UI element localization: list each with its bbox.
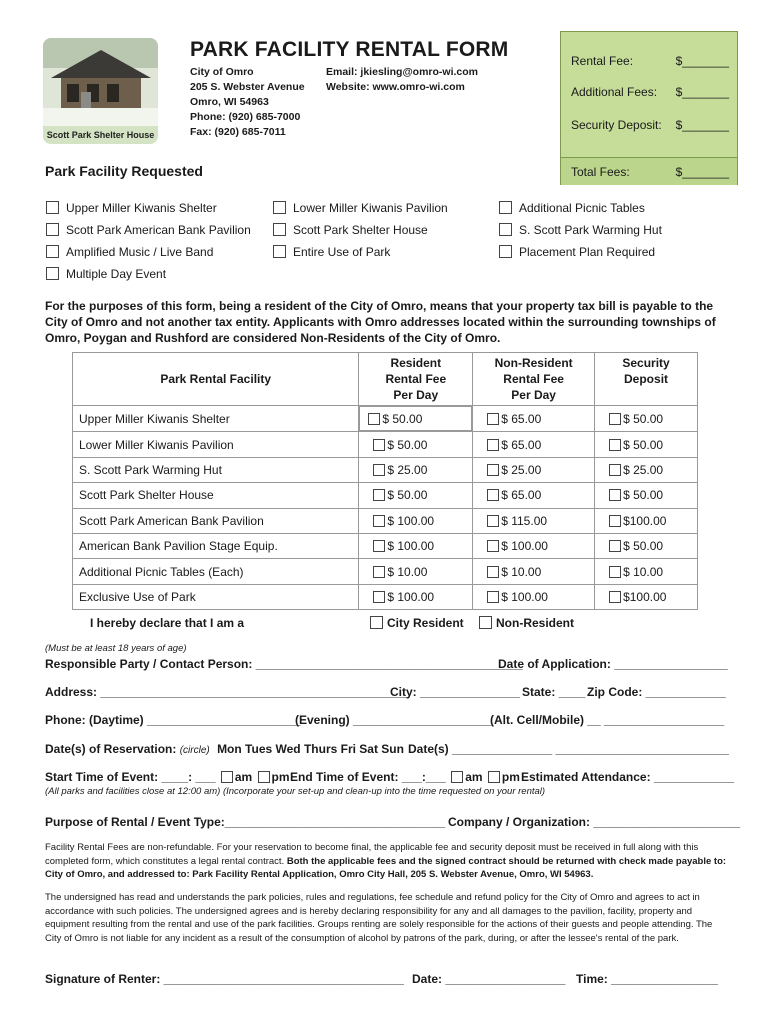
option-label: Entire Use of Park — [293, 245, 391, 259]
phone-daytime-field[interactable]: Phone: (Daytime) _______________________ — [45, 713, 301, 727]
table-row — [73, 508, 698, 533]
rental-fee-label: Rental Fee: — [571, 54, 634, 68]
resident-fee: $ 100.00 — [387, 589, 435, 604]
start-pm-checkbox[interactable] — [258, 771, 270, 783]
resident-fee-checkbox[interactable] — [373, 489, 385, 501]
checkbox-placement-plan[interactable] — [499, 245, 512, 258]
address-line: Fax: (920) 685-7011 — [190, 126, 286, 138]
resident-fee-checkbox[interactable] — [373, 566, 385, 578]
nonresident-fee-checkbox[interactable] — [487, 540, 499, 552]
end-time-field[interactable]: End Time of Event: ___:___ — [290, 770, 446, 784]
nonresident-fee-cell[interactable] — [473, 508, 595, 533]
nonresident-fee: $ 100.00 — [501, 539, 548, 554]
deposit-fee: $ 25.00 — [623, 462, 664, 477]
option-label: Scott Park American Bank Pavilion — [66, 223, 251, 237]
resident-fee-cell[interactable] — [359, 508, 473, 533]
resident-fee: $ 50.00 — [387, 488, 428, 503]
resident-fee-cell[interactable] — [359, 406, 472, 431]
am-label: am — [465, 770, 483, 784]
deposit-cell[interactable] — [595, 432, 698, 457]
deposit-cell[interactable] — [595, 508, 698, 533]
non-resident-label: Non-Resident — [496, 616, 574, 630]
checkbox-picnic-tables[interactable] — [499, 201, 512, 214]
facility-name: Scott Park American Bank Pavilion — [73, 508, 359, 533]
deposit-checkbox[interactable] — [609, 566, 621, 578]
fees-terms-bold: Both the applicable fees and the signed contract should be returned with check made payable to: City of Omro, and addressed to: Park Facility Rental Application, Omro City Hall, 205 S. Webster Avenue, Omro, WI 54963. — [45, 855, 727, 880]
shelter-house-photo — [43, 38, 158, 144]
rates-table — [72, 352, 698, 610]
nonresident-fee-checkbox[interactable] — [487, 489, 499, 501]
facility-name: Upper Miller Kiwanis Shelter — [73, 406, 359, 432]
nonresident-fee-checkbox[interactable] — [487, 566, 499, 578]
resident-fee: $ 50.00 — [382, 411, 423, 426]
table-row — [73, 483, 698, 508]
resident-fee: $ 100.00 — [387, 513, 435, 528]
nonresident-fee: $ 25.00 — [501, 462, 542, 477]
signature-time-field[interactable]: Time: ________________ — [576, 972, 718, 986]
option-label: Lower Miller Kiwanis Pavilion — [293, 201, 448, 215]
photo-caption: Scott Park Shelter House — [43, 126, 158, 144]
deposit-fee: $ 50.00 — [623, 539, 664, 554]
nonresident-fee-checkbox[interactable] — [487, 439, 499, 451]
table-row — [73, 432, 698, 457]
am-label: am — [234, 770, 253, 784]
company-field[interactable]: Company / Organization: ______________________ — [448, 815, 741, 829]
deposit-checkbox[interactable] — [609, 489, 621, 501]
deposit-cell[interactable] — [595, 406, 698, 432]
checkbox-multiple-day[interactable] — [46, 267, 59, 280]
start-time-field[interactable]: Start Time of Event: ____: ___ — [45, 770, 216, 784]
responsible-party-field[interactable]: Responsible Party / Contact Person: ________________________________________ — [45, 657, 523, 671]
pm-label: pm — [271, 770, 290, 784]
resident-fee-cell[interactable] — [359, 584, 473, 609]
checkbox-entire-park[interactable] — [273, 245, 286, 258]
deposit-checkbox[interactable] — [609, 515, 621, 527]
nonresident-fee: $ 115.00 — [501, 513, 548, 528]
col-header-deposit: Security Deposit — [595, 353, 698, 406]
zip-field[interactable]: Zip Code: ____________ — [587, 685, 726, 699]
signature-field[interactable]: Signature of Renter: ____________________________________ — [45, 972, 404, 986]
option-label: S. Scott Park Warming Hut — [519, 223, 662, 237]
date-of-application-field[interactable]: Date of Application: _________________ — [498, 657, 728, 671]
deposit-cell[interactable] — [595, 584, 698, 609]
purpose-field[interactable]: Purpose of Rental / Event Type:_________________________________ — [45, 815, 446, 829]
reservation-dates-label: Date(s) of Reservation: — [45, 742, 177, 756]
option-label: Upper Miller Kiwanis Shelter — [66, 201, 217, 215]
declare-text: I hereby declare that I am a — [90, 616, 245, 630]
nonresident-fee-cell[interactable] — [473, 559, 595, 584]
checkbox-non-resident[interactable] — [479, 616, 492, 629]
nonresident-fee-checkbox[interactable] — [487, 413, 499, 425]
option-label: Multiple Day Event — [66, 267, 167, 281]
agreement-paragraph: The undersigned has read and understands the park policies, rules and regulations, fee schedule and refund policy for the City of Omro and agrees to act in accordance with such policies. The undersigned agrees and is hereby declaring responsibility for any and all damages to the pavilion, facility, property and equipment resulting from the rental and use of the park facilities. Groups renting are solely responsible for the actions of their guests and people attending. The City of Omro is not liable for any incident as a result of the consumption of alcohol by patrons of the park, during, or after the lessee's rental of the park. — [45, 892, 713, 944]
deposit-checkbox[interactable] — [609, 540, 621, 552]
start-time-row — [45, 770, 290, 784]
table-row — [73, 457, 698, 482]
facility-name: S. Scott Park Warming Hut — [73, 457, 359, 482]
deposit-checkbox[interactable] — [609, 413, 621, 425]
state-field[interactable]: State: ____ — [522, 685, 586, 699]
resident-fee-cell[interactable] — [359, 457, 473, 482]
address-line: 205 S. Webster Avenue — [190, 81, 305, 93]
facility-name: Additional Picnic Tables (Each) — [73, 559, 359, 584]
signature-date-field[interactable]: Date: __________________ — [412, 972, 566, 986]
address-line: City of Omro — [190, 66, 254, 78]
nonresident-fee-cell[interactable] — [473, 584, 595, 609]
deposit-cell[interactable] — [595, 533, 698, 558]
dates-field[interactable]: Date(s) _______________ __________________________ — [408, 742, 729, 756]
option-label: Placement Plan Required — [519, 245, 656, 259]
address-line: Phone: (920) 685-7000 — [190, 111, 301, 123]
nonresident-fee: $ 10.00 — [501, 564, 542, 579]
checkbox-warming-hut[interactable] — [499, 223, 512, 236]
website-text: Website: www.omro-wi.com — [326, 81, 465, 93]
table-row — [73, 406, 698, 432]
facility-requested-heading: Park Facility Requested — [45, 163, 203, 179]
facility-name: Exclusive Use of Park — [73, 584, 359, 609]
deposit-cell[interactable] — [595, 457, 698, 482]
total-fees-label: Total Fees: — [571, 165, 630, 179]
nonresident-fee: $ 65.00 — [501, 488, 542, 503]
resident-fee-cell[interactable] — [359, 483, 473, 508]
circle-note: (circle) — [179, 745, 210, 756]
nonresident-fee-cell[interactable] — [473, 483, 595, 508]
facility-name: Scott Park Shelter House — [73, 483, 359, 508]
total-fees-blank[interactable]: $_______ — [675, 165, 729, 179]
resident-fee-checkbox[interactable] — [373, 515, 385, 527]
reservation-dates-row — [45, 742, 404, 756]
deposit-fee: $ 50.00 — [623, 488, 664, 503]
nonresident-fee: $ 65.00 — [501, 411, 542, 426]
resident-fee-checkbox[interactable] — [373, 591, 385, 603]
contact-block — [326, 65, 478, 95]
security-deposit-row — [571, 118, 729, 132]
residency-note: For the purposes of this form, being a resident of the City of Omro, means that your property tax bill is payable to the City of Omro and not another tax entity. Applicants with Omro addresses located within the surrounding townships of Omro, Poygan and Rushford are considered Non-Residents of the City of Omro. — [45, 299, 716, 345]
address-line: Omro, WI 54963 — [190, 96, 269, 108]
nonresident-fee-checkbox[interactable] — [487, 515, 499, 527]
additional-fees-row — [571, 85, 729, 99]
end-am-checkbox[interactable] — [451, 771, 463, 783]
deposit-cell[interactable] — [595, 559, 698, 584]
rental-fee-blank[interactable]: $_______ — [675, 54, 729, 68]
checkbox-city-resident[interactable] — [370, 616, 383, 629]
city-resident-label: City Resident — [387, 616, 464, 630]
city-address-block — [190, 65, 305, 140]
table-row — [73, 559, 698, 584]
checkbox-shelter-house[interactable] — [273, 223, 286, 236]
fees-terms-paragraph — [45, 841, 730, 882]
option-label: Scott Park Shelter House — [293, 223, 428, 237]
fees-summary-box — [560, 31, 738, 185]
start-am-checkbox[interactable] — [221, 771, 233, 783]
deposit-cell[interactable] — [595, 483, 698, 508]
checkbox-lower-miller[interactable] — [273, 201, 286, 214]
deposit-fee: $ 10.00 — [623, 564, 664, 579]
fees-terms-text: Facility Rental Fees are non-refundable. For your reservation to become final, the applicable fee and security deposit must be received in full along with this completed form, which constitutes a legal rental contract. — [45, 842, 699, 867]
age-note: (Must be at least 18 years of age) — [45, 643, 187, 654]
weekday-options[interactable]: Mon Tues Wed Thurs Fri Sat Sun — [217, 742, 404, 756]
nonresident-fee-cell[interactable] — [473, 457, 595, 482]
additional-fees-blank[interactable]: $_______ — [675, 85, 729, 99]
nonresident-fee-checkbox[interactable] — [487, 464, 499, 476]
city-field[interactable]: City: _______________ — [390, 685, 521, 699]
deposit-fee: $100.00 — [623, 513, 667, 528]
security-deposit-label: Security Deposit: — [571, 118, 662, 132]
security-deposit-blank[interactable]: $_______ — [675, 118, 729, 132]
pm-label: pm — [501, 770, 520, 784]
nonresident-fee-checkbox[interactable] — [487, 591, 499, 603]
phone-evening-field[interactable]: (Evening) _____________________ — [295, 713, 494, 727]
resident-fee-cell[interactable] — [359, 432, 473, 457]
resident-fee: $ 25.00 — [387, 462, 428, 477]
nonresident-fee-cell[interactable] — [473, 406, 595, 432]
address-field[interactable]: Address: ______________________________________________ — [45, 685, 408, 699]
attendance-field[interactable]: Estimated Attendance: ____________ — [521, 770, 734, 784]
resident-fee-checkbox[interactable] — [368, 413, 380, 425]
nonresident-fee-cell[interactable] — [473, 432, 595, 457]
deposit-fee: $ 50.00 — [623, 437, 664, 452]
table-header-row — [73, 353, 698, 406]
checkbox-upper-miller[interactable] — [46, 201, 59, 214]
resident-fee-cell[interactable] — [359, 559, 473, 584]
option-label: Amplified Music / Live Band — [66, 245, 214, 259]
deposit-checkbox[interactable] — [609, 464, 621, 476]
form-title: PARK FACILITY RENTAL FORM — [190, 38, 509, 61]
rental-fee-row — [571, 54, 729, 68]
resident-fee: $ 100.00 — [387, 539, 435, 554]
resident-fee-checkbox[interactable] — [373, 540, 385, 552]
col-header-nonresident: Non-Resident Rental Fee Per Day — [473, 353, 595, 406]
resident-fee-cell[interactable] — [359, 533, 473, 558]
resident-fee-checkbox[interactable] — [373, 464, 385, 476]
table-row — [73, 533, 698, 558]
deposit-fee: $100.00 — [623, 589, 667, 604]
table-row — [73, 584, 698, 609]
facility-name: Lower Miller Kiwanis Pavilion — [73, 432, 359, 457]
col-header-facility: Park Rental Facility — [73, 353, 359, 406]
closing-note: (All parks and facilities close at 12:00 am) (Incorporate your set-up and clean-up into the time requested on your rental) — [45, 786, 546, 797]
email-text: Email: jkiesling@omro-wi.com — [326, 66, 479, 78]
end-pm-checkbox[interactable] — [488, 771, 500, 783]
nonresident-fee: $ 65.00 — [501, 437, 542, 452]
total-fees-row — [571, 165, 729, 179]
deposit-checkbox[interactable] — [609, 439, 621, 451]
nonresident-fee: $ 100.00 — [501, 589, 548, 604]
col-header-resident: Resident Rental Fee Per Day — [359, 353, 473, 406]
total-fees-band — [561, 157, 737, 185]
shelter-house-illustration — [43, 38, 158, 126]
resident-fee-checkbox[interactable] — [373, 439, 385, 451]
resident-fee: $ 10.00 — [387, 564, 428, 579]
additional-fees-label: Additional Fees: — [571, 85, 658, 99]
facility-name: American Bank Pavilion Stage Equip. — [73, 533, 359, 558]
nonresident-fee-cell[interactable] — [473, 533, 595, 558]
phone-alt-field[interactable]: (Alt. Cell/Mobile) __ __________________ — [490, 713, 725, 727]
option-label: Additional Picnic Tables — [519, 201, 645, 215]
checkbox-amplified-music[interactable] — [46, 245, 59, 258]
resident-fee: $ 50.00 — [387, 437, 428, 452]
deposit-fee: $ 50.00 — [623, 411, 664, 426]
end-time-row — [290, 770, 520, 784]
checkbox-american-bank-pavilion[interactable] — [46, 223, 59, 236]
deposit-checkbox[interactable] — [609, 591, 621, 603]
